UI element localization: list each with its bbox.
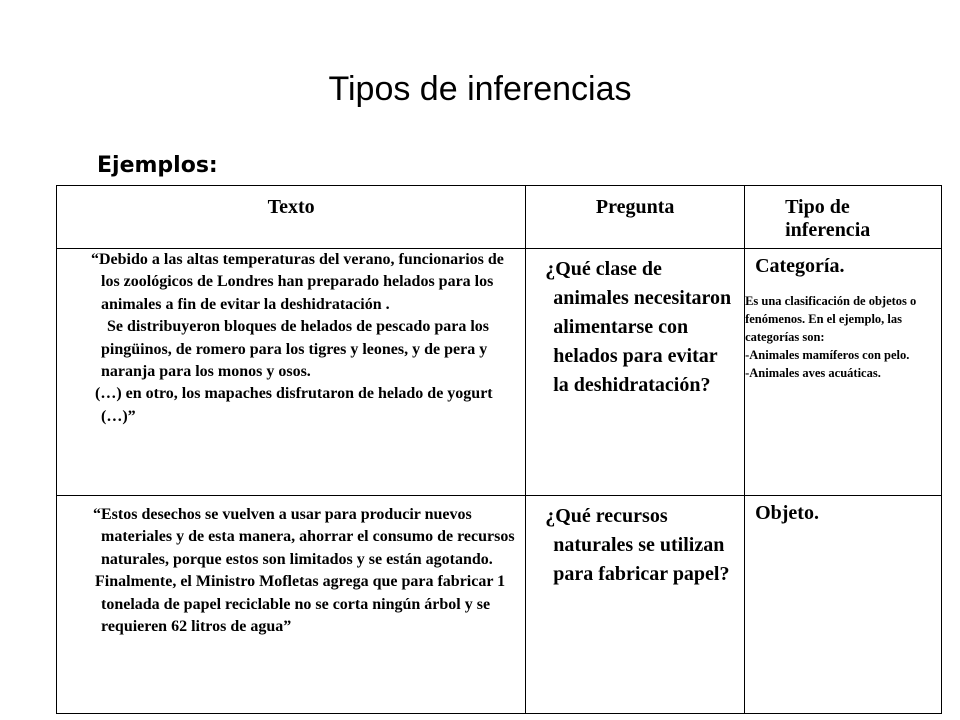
tipo-cell [745, 249, 942, 496]
table-row [57, 249, 942, 496]
pregunta-text: ¿Qué clase de animales necesitaron alimentarse con helados para evitar la deshidratación? [545, 258, 732, 396]
definition-line: -Animales aves acuáticas. [745, 366, 881, 380]
texto-paragraph: Se distribuyeron bloques de helados de pescado para los pingüinos, de romero para los tigres y leones, y de pera y naranja para los monos y osos. [101, 318, 489, 381]
section-subtitle: Ejemplos: [97, 153, 218, 178]
pregunta-cell [526, 496, 745, 714]
texto-paragraph: “Debido a las altas temperaturas del verano, funcionarios de los zoológicos de Londres han preparado helados para los animales a fin de evitar la deshidratación . [91, 251, 504, 313]
pregunta-cell [526, 249, 745, 496]
definition-line: -Animales mamíferos con pelo. [745, 348, 910, 362]
tipo-text: Objeto. [755, 502, 819, 524]
pregunta-text: ¿Qué recursos naturales se utilizan para fabricar papel? [545, 505, 730, 585]
header-tipo-label: Tipo de inferencia [785, 196, 871, 241]
tipo-text: Categoría. [755, 255, 845, 277]
texto-paragraph: “Estos desechos se vuelven a usar para producir nuevos materiales y de esta manera, ahorrar el consumo de recursos naturales, porque estos son limitados y se están agotando. [93, 506, 515, 568]
table-row [57, 496, 942, 714]
definition-line: Es una clasificación de objetos o fenómenos. En el ejemplo, las categorías son: [745, 294, 917, 344]
page-title: Tipos de inferencias [328, 70, 632, 108]
texto-paragraph: Finalmente, el Ministro Mofletas agrega que para fabricar 1 tonelada de papel reciclable no se corta ningún árbol y se requieren 62 litros de agua” [95, 573, 506, 636]
header-texto: Texto [57, 186, 526, 249]
tipo-cell [745, 496, 942, 714]
header-pregunta: Pregunta [526, 186, 745, 249]
header-tipo [745, 186, 942, 249]
table-header-row [57, 186, 942, 249]
inference-table [56, 185, 942, 714]
texto-paragraph: (…) en otro, los mapaches disfrutaron de helado de yogurt (…)” [95, 385, 493, 425]
texto-cell [57, 496, 526, 714]
tipo-definition [745, 278, 941, 382]
texto-cell [57, 249, 526, 496]
